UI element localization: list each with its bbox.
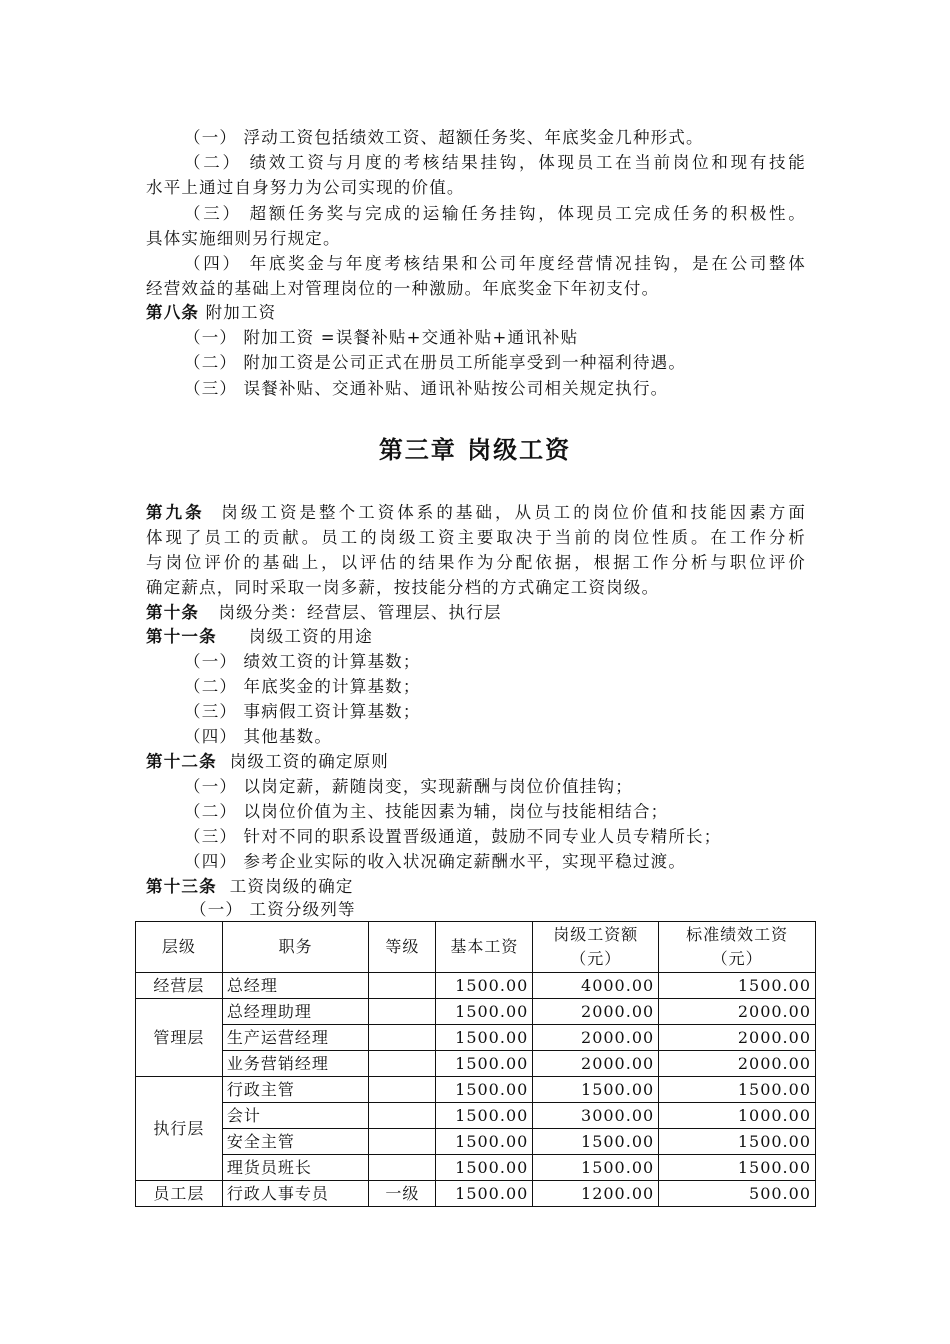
paragraph-line: 确定薪点，同时采取一岗多薪，按技能分档的方式确定工资岗级。 [146, 578, 660, 597]
article-label: 第十三条 [146, 877, 217, 896]
paragraph-line: （一） 浮动工资包括绩效工资、超额任务奖、年底奖金几种形式。 [184, 128, 704, 147]
table-row [136, 1025, 816, 1051]
paragraph-line: 与岗位评价的基础上，以评估的结果作为分配依据，根据工作分析与职位评价 [146, 553, 806, 572]
list-item: （一） 绩效工资的计算基数； [184, 652, 421, 671]
article-8-heading [146, 300, 276, 326]
base-salary-cell: 1500.00 [436, 999, 533, 1025]
post-salary-cell: 3000.00 [533, 1103, 659, 1129]
article-11-heading [146, 624, 373, 650]
paragraph-text: 岗级工资是整个工资体系的基础，从员工的岗位价值和技能因素方面 [221, 503, 807, 522]
paragraph-line: （四） 年底奖金与年度考核结果和公司年度经营情况挂钩，是在公司整体 [184, 254, 806, 273]
table-row [136, 999, 816, 1025]
level-cell: 管理层 [136, 999, 223, 1077]
article-label: 第十二条 [146, 752, 217, 771]
post-salary-cell: 1500.00 [533, 1129, 659, 1155]
post-salary-cell: 1500.00 [533, 1155, 659, 1181]
performance-salary-cell: 500.00 [659, 1181, 816, 1207]
performance-salary-cell: 2000.00 [659, 999, 816, 1025]
list-item: （一） 以岗定薪，薪随岗变，实现薪酬与岗位价值挂钩； [184, 777, 633, 796]
position-cell: 生产运营经理 [222, 1025, 369, 1051]
position-cell: 安全主管 [222, 1129, 369, 1155]
position-cell: 业务营销经理 [222, 1051, 369, 1077]
table-row [136, 973, 816, 999]
performance-salary-cell: 1500.00 [659, 973, 816, 999]
grade-cell [369, 1129, 436, 1155]
list-item: （二） 以岗位价值为主、技能因素为辅，岗位与技能相结合； [184, 802, 669, 821]
list-item: （三） 针对不同的职系设置晋级通道，鼓励不同专业人员专精所长； [184, 827, 722, 846]
article-10 [146, 600, 502, 626]
article-12-heading [146, 749, 389, 775]
grade-cell [369, 973, 436, 999]
grade-cell [369, 999, 436, 1025]
table-row [136, 1129, 816, 1155]
level-cell: 员工层 [136, 1181, 223, 1207]
base-salary-cell: 1500.00 [436, 1129, 533, 1155]
post-salary-cell: 1200.00 [533, 1181, 659, 1207]
header-level: 层级 [136, 922, 223, 973]
article-title: 工资岗级的确定 [229, 877, 354, 896]
position-cell: 行政人事专员 [222, 1181, 369, 1207]
paragraph-line: （二） 绩效工资与月度的考核结果挂钩，体现员工在当前岗位和现有技能 [184, 153, 806, 172]
grade-cell [369, 1051, 436, 1077]
performance-salary-cell: 1500.00 [659, 1077, 816, 1103]
grade-cell [369, 1025, 436, 1051]
position-cell: 总经理 [222, 973, 369, 999]
post-salary-cell: 4000.00 [533, 973, 659, 999]
grade-cell [369, 1103, 436, 1129]
paragraph-line: 体现了员工的贡献。员工的岗级工资主要取决于当前的岗位性质。在工作分析 [146, 528, 806, 547]
paragraph-line: 具体实施细则另行规定。 [146, 229, 341, 248]
position-cell: 会计 [222, 1103, 369, 1129]
table-body [136, 973, 816, 1207]
table-caption: （一） 工资分级列等 [190, 900, 356, 919]
article-title: 岗级工资的确定原则 [229, 752, 390, 771]
list-item: （三） 事病假工资计算基数； [184, 702, 421, 721]
position-cell: 理货员班长 [222, 1155, 369, 1181]
post-salary-cell: 2000.00 [533, 999, 659, 1025]
header-base-salary: 基本工资 [436, 922, 533, 973]
grade-cell [369, 1155, 436, 1181]
performance-salary-cell: 1500.00 [659, 1155, 816, 1181]
base-salary-cell: 1500.00 [436, 1077, 533, 1103]
list-item: （二） 附加工资是公司正式在册员工所能享受到一种福利待遇。 [184, 353, 687, 372]
position-cell: 行政主管 [222, 1077, 369, 1103]
performance-salary-cell: 1500.00 [659, 1129, 816, 1155]
article-9-line [146, 500, 806, 526]
table-row [136, 1051, 816, 1077]
table-row [136, 1103, 816, 1129]
list-item: （一） 附加工资 =误餐补贴+交通补贴+通讯补贴 [184, 328, 579, 347]
post-salary-cell: 2000.00 [533, 1025, 659, 1051]
position-cell: 总经理助理 [222, 999, 369, 1025]
list-item: （二） 年底奖金的计算基数； [184, 677, 421, 696]
post-salary-cell: 2000.00 [533, 1051, 659, 1077]
header-position: 职务 [222, 922, 369, 973]
paragraph-line: 水平上通过自身努力为公司实现的价值。 [146, 178, 465, 197]
base-salary-cell: 1500.00 [436, 1155, 533, 1181]
paragraph-line: （三） 超额任务奖与完成的运输任务挂钩，体现员工完成任务的积极性。 [184, 204, 806, 223]
base-salary-cell: 1500.00 [436, 1103, 533, 1129]
article-label: 第九条 [146, 503, 205, 522]
base-salary-cell: 1500.00 [436, 973, 533, 999]
table-row [136, 1077, 816, 1103]
header-post-salary [533, 922, 659, 973]
base-salary-cell: 1500.00 [436, 1025, 533, 1051]
header-text: 岗级工资额 [553, 925, 639, 944]
salary-grade-table [135, 921, 816, 1207]
list-item: （四） 参考企业实际的收入状况确定薪酬水平，实现平稳过渡。 [184, 852, 687, 871]
performance-salary-cell: 1000.00 [659, 1103, 816, 1129]
performance-salary-cell: 2000.00 [659, 1051, 816, 1077]
header-text: 标准绩效工资 [686, 925, 789, 944]
header-unit: （元） [570, 949, 622, 968]
grade-cell: 一级 [369, 1181, 436, 1207]
article-label: 第十一条 [146, 627, 217, 646]
article-title: 附加工资 [205, 303, 277, 322]
table-row [136, 1181, 816, 1207]
performance-salary-cell: 2000.00 [659, 1025, 816, 1051]
list-item: （四） 其他基数。 [184, 727, 333, 746]
grade-cell [369, 1077, 436, 1103]
post-salary-cell: 1500.00 [533, 1077, 659, 1103]
paragraph-line: 经营效益的基础上对管理岗位的一种激励。年底奖金下年初支付。 [146, 279, 660, 298]
article-label: 第八条 [146, 303, 200, 322]
header-unit: （元） [711, 949, 763, 968]
header-grade: 等级 [369, 922, 436, 973]
base-salary-cell: 1500.00 [436, 1051, 533, 1077]
level-cell: 执行层 [136, 1077, 223, 1181]
level-cell: 经营层 [136, 973, 223, 999]
article-text: 岗级分类：经营层、管理层、执行层 [218, 603, 502, 622]
article-label: 第十条 [146, 603, 200, 622]
table-row [136, 1155, 816, 1181]
chapter-title: 第三章 岗级工资 [378, 435, 572, 464]
header-performance-salary [659, 922, 816, 973]
list-item: （三） 误餐补贴、交通补贴、通讯补贴按公司相关规定执行。 [184, 379, 669, 398]
base-salary-cell: 1500.00 [436, 1181, 533, 1207]
table-header-row [136, 922, 816, 973]
article-title: 岗级工资的用途 [249, 627, 373, 646]
